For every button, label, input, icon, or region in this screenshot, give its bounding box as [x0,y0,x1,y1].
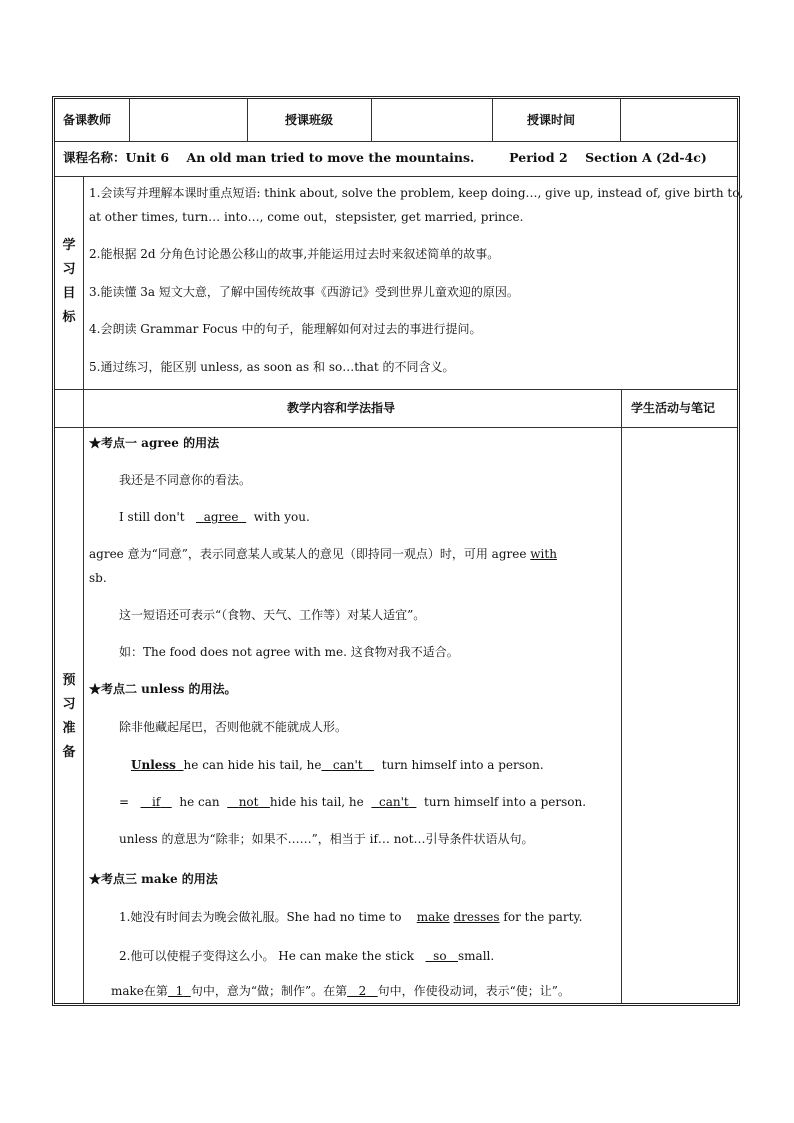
course-name [63,150,707,166]
answer-blank: not [238,795,259,809]
course-unit: Unit 6 [125,150,170,165]
point1-title: ★考点一 agree 的用法 [89,436,220,450]
col-divider [129,99,130,141]
answer-blank: 1 [175,984,184,998]
point1-explanation2: 这一短语还可表示“（食物、天气、工作等）对某人适宜”。 [119,608,426,622]
course-label: 课程名称： [63,150,126,165]
row-divider [55,427,737,428]
objective-item: 4.会朗读 Grammar Focus 中的句子，能理解如何对过去的事进行提问。 [89,322,482,336]
point2-sentence2: = if he can not hide his tail, he can't turn himself into a person. [119,795,587,809]
answer-blank: if [151,795,161,809]
col-divider [247,99,248,141]
row-divider [55,141,737,142]
point3-explanation: make在第 1 句中，意为“做；制作”。在第 2 句中，作使役动词，表示“使；让”。 [111,984,570,998]
point2-explanation: unless 的意思为“除非；如果不……”，相当于 if… not…引导条件状语从句。 [119,832,534,846]
class-label: 授课班级 [285,113,334,127]
objective-item: at other times, turn… into…, come out，stepsister, get married, prince. [89,210,524,224]
col-divider [492,99,493,141]
col-divider [621,389,622,1003]
point2-title: ★考点二 unless 的用法。 [89,682,237,696]
time-label: 授课时间 [527,113,576,127]
teacher-label: 备课教师 [63,113,112,127]
point1-example: 如：The food does not agree with me. 这食物对我不适合。 [119,645,459,659]
col-divider [371,99,372,141]
point2-sentence1: Unless he can hide his tail, he can't turn himself into a person. [131,758,544,772]
prep-side-label: 预 习 准 备 [62,673,76,760]
point1-explanation-cont: sb. [89,571,107,585]
answer-blank: can't [332,758,363,772]
point1-en: I still don't agree with you. [119,510,310,524]
answer-blank: can't [379,795,409,809]
objectives-side-label: 学 习 目 标 [62,238,76,325]
answer-blank: agree [203,510,239,524]
answer-blank: 2 [358,984,367,998]
point3-sentence2: 2.他可以使棍子变得这么小。 He can make the stick so small. [119,949,495,963]
point2-cn: 除非他藏起尾巴，否则他就不能就成人形。 [119,720,348,734]
point1-explanation: agree 意为“同意”，表示同意某人或某人的意见（即持同一观点）时，可用 agree with [89,547,557,561]
row-divider [55,176,737,177]
objective-item: 3.能读懂 3a 短文大意，了解中国传统故事《西游记》受到世界儿童欢迎的原因。 [89,285,519,299]
course-section: Section A (2d-4c) [585,150,707,165]
point1-cn: 我还是不同意你的看法。 [119,473,252,487]
content-column-header: 教学内容和学法指导 [287,401,396,415]
lesson-plan-table [52,96,744,1006]
course-title: An old man tried to move the mountains. [186,150,475,165]
objective-item: 5.通过练习，能区别 unless, as soon as 和 so…that 的不同含义。 [89,360,455,374]
course-period: Period 2 [509,150,568,165]
point3-sentence1: 1.她没有时间去为晚会做礼服。She had no time to make dresses for the party. [119,910,583,924]
col-divider [83,176,84,1003]
objective-item: 2.能根据 2d 分角色讨论愚公移山的故事,并能运用过去时来叙述简单的故事。 [89,247,500,261]
answer-blank: so [433,949,447,963]
col-divider [620,99,621,141]
row-divider [55,389,737,390]
notes-column-header: 学生活动与笔记 [631,401,716,415]
objective-item: 1.会读写并理解本课时重点短语: think about, solve the problem, keep doing…, give up, instead of, give birth to, [89,186,744,200]
point3-title: ★考点三 make 的用法 [89,872,218,886]
